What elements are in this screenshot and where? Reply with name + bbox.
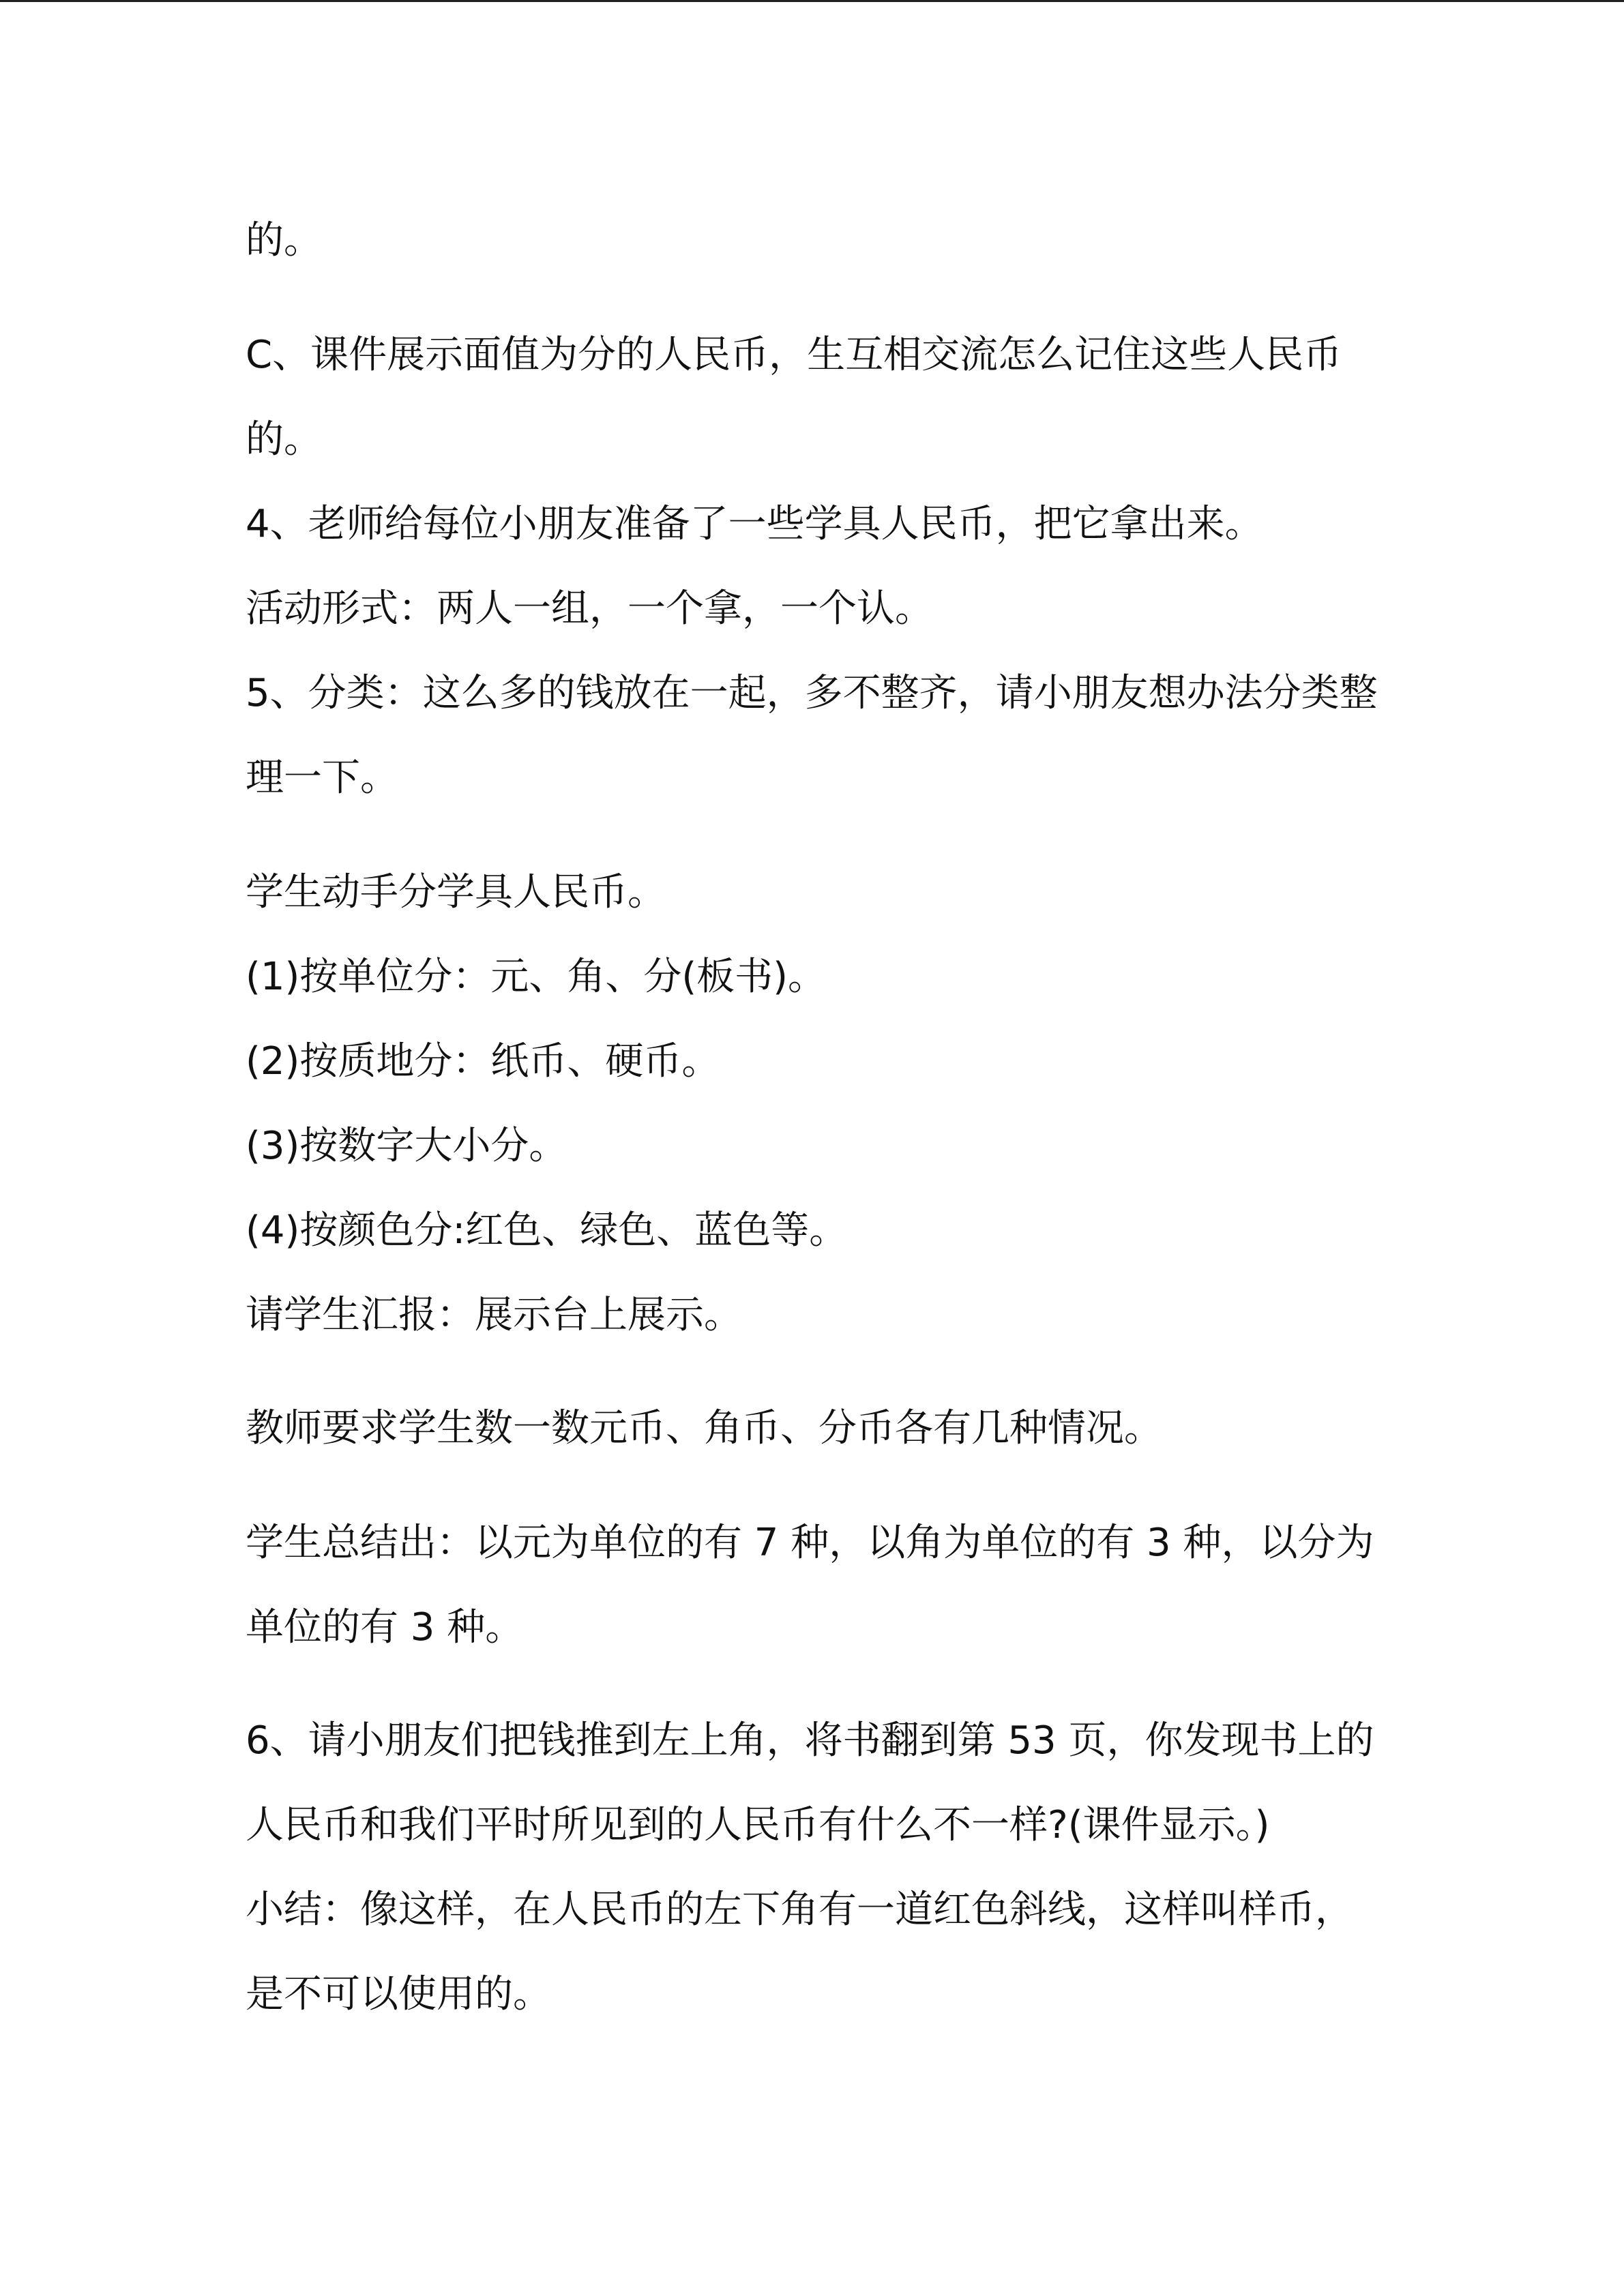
text-line-9: (1)按单位分：元、角、分(板书)。 [246,955,827,999]
text-line-1: 的。 [246,218,322,263]
text-line-20: 是不可以使用的。 [246,1972,551,2016]
text-line-6: 5、分类：这么多的钱放在一起，多不整齐，请小朋友想办法分类整 [246,671,1378,715]
text-line-2: C、课件展示面值为分的人民币，生互相交流怎么记住这些人民币 [246,333,1342,377]
text-line-4: 4、老师给每位小朋友准备了一些学具人民币，把它拿出来。 [246,502,1263,546]
text-line-17: 6、请小朋友们把钱推到左上角，将书翻到第 53 页，你发现书上的 [246,1718,1374,1763]
text-line-16: 单位的有 3 种。 [246,1605,524,1650]
text-line-8: 学生动手分学具人民币。 [246,870,666,914]
text-line-3: 的。 [246,417,322,462]
text-line-7: 理一下。 [246,756,398,800]
text-line-10: (2)按质地分：纸币、硬币。 [246,1039,720,1084]
text-line-14: 教师要求学生数一数元币、角币、分币各有几种情况。 [246,1406,1162,1450]
text-line-13: 请学生汇报：展示台上展示。 [246,1293,742,1337]
text-line-19: 小结：像这样，在人民币的左下角有一道红色斜线，这样叫样币， [246,1888,1353,1932]
text-line-11: (3)按数字大小分。 [246,1124,567,1168]
text-line-18: 人民币和我们平时所见到的人民币有什么不一样?(课件显示。) [246,1803,1270,1847]
text-line-15: 学生总结出：以元为单位的有 7 种，以角为单位的有 3 种，以分为 [246,1521,1374,1565]
text-line-12: (4)按颜色分:红色、绿色、蓝色等。 [246,1208,848,1253]
text-line-5: 活动形式：两人一组，一个拿，一个认。 [246,586,933,631]
